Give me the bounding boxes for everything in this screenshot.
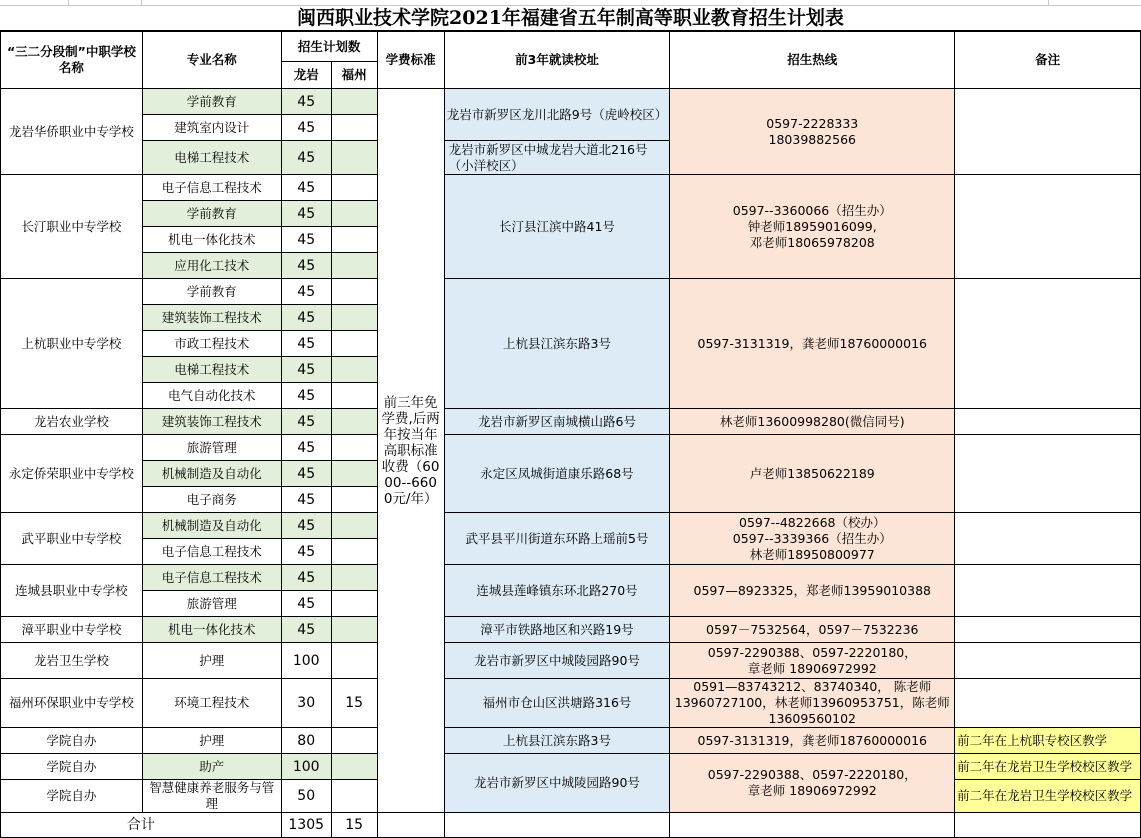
longyan-count-cell[interactable]: 45 [281,201,331,227]
header-address[interactable]: 前3年就读校址 [444,32,670,89]
hotline-cell[interactable] [670,513,955,565]
longyan-count-cell[interactable]: 45 [281,141,331,175]
longyan-count-cell[interactable]: 45 [281,513,331,539]
address-cell[interactable]: 龙岩市新罗区中城陵园路90号 [444,754,670,813]
longyan-count-cell[interactable]: 45 [281,461,331,487]
school-name-cell[interactable]: 学院自办 [1,780,143,813]
hotline-line: 章老师 18906972992 [747,660,877,676]
major-cell[interactable]: 电梯工程技术 [142,357,281,383]
fuzhou-count-cell[interactable] [331,513,377,539]
school-name-cell[interactable]: 福州环保职业中专学校 [1,679,143,728]
address-cell[interactable]: 上杭县江滨东路3号 [444,279,670,409]
tuition-cell[interactable]: 前三年免学费,后两年按当年高职标准收费（6000--6600元/年） [377,89,444,813]
fuzhou-count-cell[interactable] [331,539,377,565]
major-cell[interactable]: 电梯工程技术 [142,141,281,175]
hotline-cell[interactable] [670,565,955,617]
table-row [1,409,1141,435]
hotline-cell[interactable] [670,175,955,279]
note-cell[interactable] [955,409,1141,435]
longyan-count-cell[interactable]: 45 [281,279,331,305]
school-name-cell[interactable]: 漳平职业中专学校 [1,617,143,643]
fuzhou-count-cell[interactable] [331,409,377,435]
fuzhou-count-cell[interactable] [331,141,377,175]
fuzhou-count-cell[interactable] [331,643,377,679]
hotline-cell[interactable] [670,754,955,813]
school-name-cell[interactable]: 上杭职业中专学校 [1,279,143,409]
hotline-line: 13960727100，林老师13960953751，陈老师 [674,695,950,710]
fuzhou-count-cell[interactable] [331,227,377,253]
total-fuzhou-cell[interactable]: 15 [331,813,377,838]
hotline-line: 0597-2290388、0597-2220180， [707,644,917,660]
major-cell[interactable]: 学前教育 [142,89,281,115]
major-cell[interactable]: 机电一体化技术 [142,617,281,643]
school-name-cell[interactable]: 龙岩农业学校 [1,409,143,435]
header-tuition[interactable]: 学费标准 [377,32,444,89]
fuzhou-count-cell[interactable] [331,754,377,780]
table-row [1,175,1141,201]
note-cell[interactable] [955,617,1141,643]
hotline-cell[interactable] [670,435,955,513]
note-cell[interactable] [955,643,1141,679]
hotline-line: 0597—8923325，郑老师13959010388 [693,582,931,598]
major-cell[interactable]: 市政工程技术 [142,331,281,357]
fuzhou-count-cell[interactable]: 15 [331,679,377,728]
hotline-line: 林老师18950800977 [749,546,875,562]
note-cell[interactable] [955,565,1141,617]
note-cell[interactable]: 前二年在龙岩卫生学校校区教学 [955,754,1141,780]
longyan-count-cell[interactable]: 30 [281,679,331,728]
school-name-cell[interactable]: 武平职业中专学校 [1,513,143,565]
major-cell[interactable]: 电气自动化技术 [142,383,281,409]
hotline-line: 0597-3131319，龚老师18760000016 [697,732,927,748]
fuzhou-count-cell[interactable] [331,253,377,279]
note-cell[interactable] [955,175,1141,279]
address-cell[interactable]: 福州市仓山区洪塘路316号 [444,679,670,728]
hotline-line: 0597-3131319，龚老师18760000016 [697,335,927,351]
total-longyan-cell[interactable]: 1305 [281,813,331,838]
hotline-cell[interactable] [670,643,955,679]
fuzhou-count-cell[interactable] [331,591,377,617]
hotline-line: 卢老师13850622189 [749,465,875,481]
hotline-cell[interactable] [670,728,955,754]
table-row [1,89,1141,115]
hotline-cell[interactable] [670,679,955,728]
fuzhou-count-cell[interactable] [331,357,377,383]
fuzhou-count-cell[interactable] [331,617,377,643]
hotline-cell[interactable] [670,409,955,435]
school-name-cell[interactable]: 龙岩卫生学校 [1,643,143,679]
header-longyan[interactable]: 龙岩 [281,62,331,89]
longyan-count-cell[interactable]: 45 [281,565,331,591]
header-hotline[interactable]: 招生热线 [670,32,955,89]
major-cell[interactable]: 机电一体化技术 [142,227,281,253]
table-row [1,617,1141,643]
major-cell[interactable]: 电子信息工程技术 [142,539,281,565]
longyan-count-cell[interactable]: 45 [281,435,331,461]
longyan-count-cell[interactable]: 45 [281,175,331,201]
header-plan[interactable]: 招生计划数 [281,32,377,62]
address-cell[interactable]: 龙岩市新罗区中城龙岩大道北216号（小洋校区） [444,141,670,175]
major-cell[interactable]: 护理 [142,643,281,679]
hotline-cell[interactable] [670,279,955,409]
address-cell[interactable]: 漳平市铁路地区和兴路19号 [444,617,670,643]
school-name-cell[interactable]: 学院自办 [1,754,143,780]
fuzhou-count-cell[interactable] [331,305,377,331]
hotline-line: 0597--3360066（招生办） [732,202,892,218]
major-cell[interactable]: 电子信息工程技术 [142,565,281,591]
table-row [1,754,1141,780]
total-label-cell[interactable]: 合计 [1,813,282,838]
table-row [1,728,1141,754]
longyan-count-cell[interactable]: 45 [281,487,331,513]
header-school[interactable]: “三二分段制”中职学校名称 [1,32,143,89]
fuzhou-count-cell[interactable] [331,383,377,409]
school-name-cell[interactable]: 龙岩华侨职业中专学校 [1,89,143,175]
empty-cell[interactable] [955,813,1141,838]
longyan-count-cell[interactable]: 45 [281,331,331,357]
major-cell[interactable]: 建筑装饰工程技术 [142,305,281,331]
major-cell[interactable]: 学前教育 [142,201,281,227]
table-row [1,643,1141,679]
note-cell[interactable] [955,679,1141,728]
address-cell[interactable]: 长汀县江滨中路41号 [444,175,670,279]
longyan-count-cell[interactable]: 80 [281,728,331,754]
note-cell[interactable] [955,89,1141,175]
longyan-count-cell[interactable]: 100 [281,754,331,780]
total-row [1,813,1141,838]
enrollment-plan-table [0,31,1141,838]
sheet-title[interactable]: 闽西职业技术学院2021年福建省五年制高等职业教育招生计划表 [0,5,1141,31]
major-cell[interactable]: 旅游管理 [142,435,281,461]
fuzhou-count-cell[interactable] [331,89,377,115]
longyan-count-cell[interactable]: 45 [281,227,331,253]
major-cell[interactable]: 应用化工技术 [142,253,281,279]
address-cell[interactable]: 武平县平川街道东环路上瑶前5号 [444,513,670,565]
hotline-line: 章老师 18906972992 [747,783,877,798]
header-note[interactable]: 备注 [955,32,1141,89]
address-cell[interactable]: 龙岩市新罗区南城横山路6号 [444,409,670,435]
header-fuzhou[interactable]: 福州 [331,62,377,89]
major-cell[interactable]: 建筑装饰工程技术 [142,409,281,435]
longyan-count-cell[interactable]: 100 [281,643,331,679]
major-cell[interactable]: 电子信息工程技术 [142,175,281,201]
note-cell[interactable]: 前二年在龙岩卫生学校校区教学 [955,780,1141,813]
hotline-line: 0597--3339366（招生办） [732,530,892,546]
fuzhou-count-cell[interactable] [331,279,377,305]
hotline-line: 13609560102 [768,711,856,726]
school-name-cell[interactable]: 学院自办 [1,728,143,754]
empty-cell[interactable] [670,813,955,838]
fuzhou-count-cell[interactable] [331,201,377,227]
major-cell[interactable]: 助产 [142,754,281,780]
note-cell[interactable] [955,435,1141,513]
longyan-count-cell[interactable]: 45 [281,89,331,115]
empty-cell[interactable] [377,813,444,838]
school-name-cell[interactable]: 连城县职业中专学校 [1,565,143,617]
address-cell[interactable]: 上杭县江滨东路3号 [444,728,670,754]
hotline-line: 0597-2290388、0597-2220180， [707,767,917,782]
fuzhou-count-cell[interactable] [331,565,377,591]
major-cell[interactable]: 学前教育 [142,279,281,305]
empty-cell[interactable] [444,813,670,838]
longyan-count-cell[interactable]: 45 [281,357,331,383]
address-cell[interactable]: 龙岩市新罗区中城陵园路90号 [444,643,670,679]
major-cell[interactable]: 机械制造及自动化 [142,513,281,539]
longyan-count-cell[interactable]: 45 [281,253,331,279]
note-cell[interactable] [955,279,1141,409]
address-cell[interactable]: 龙岩市新罗区龙川北路9号（虎岭校区） [444,89,670,141]
hotline-cell[interactable] [670,617,955,643]
fuzhou-count-cell[interactable] [331,175,377,201]
table-row [1,279,1141,305]
hotline-line: 0597-2228333 [766,115,859,131]
longyan-count-cell[interactable]: 45 [281,115,331,141]
major-cell[interactable]: 建筑室内设计 [142,115,281,141]
major-cell[interactable]: 环境工程技术 [142,679,281,728]
major-cell[interactable]: 机械制造及自动化 [142,461,281,487]
note-cell[interactable]: 前二年在上杭职专校区教学 [955,728,1141,754]
address-cell[interactable]: 永定区凤城街道康乐路68号 [444,435,670,513]
hotline-line: 0597--4822668（校办） [739,514,886,530]
major-cell[interactable]: 智慧健康养老服务与管理 [142,780,281,813]
major-cell[interactable]: 护理 [142,728,281,754]
fuzhou-count-cell[interactable] [331,780,377,813]
hotline-line: 林老师13600998280(微信同号) [719,413,905,429]
hotline-line: 18039882566 [768,131,856,147]
school-name-cell[interactable]: 长汀职业中专学校 [1,175,143,279]
longyan-count-cell[interactable]: 45 [281,591,331,617]
school-name-cell[interactable]: 永定侨荣职业中专学校 [1,435,143,513]
major-cell[interactable]: 电子商务 [142,487,281,513]
hotline-cell[interactable] [670,89,955,175]
fuzhou-count-cell[interactable] [331,487,377,513]
table-row [1,679,1141,728]
major-cell[interactable]: 旅游管理 [142,591,281,617]
fuzhou-count-cell[interactable] [331,461,377,487]
hotline-line: 钟老师18959016099, [747,218,877,234]
header-major[interactable]: 专业名称 [142,32,281,89]
hotline-line: 0597－7532564，0597－7532236 [706,621,919,637]
fuzhou-count-cell[interactable] [331,331,377,357]
longyan-count-cell[interactable]: 50 [281,780,331,813]
fuzhou-count-cell[interactable] [331,435,377,461]
longyan-count-cell[interactable]: 45 [281,617,331,643]
table-row [1,435,1141,461]
table-row [1,565,1141,591]
note-cell[interactable] [955,513,1141,565]
fuzhou-count-cell[interactable] [331,728,377,754]
longyan-count-cell[interactable]: 45 [281,409,331,435]
fuzhou-count-cell[interactable] [331,115,377,141]
longyan-count-cell[interactable]: 45 [281,305,331,331]
address-cell[interactable]: 连城县莲峰镇东环北路270号 [444,565,670,617]
table-row [1,513,1141,539]
hotline-line: 邓老师18065978208 [749,234,875,250]
longyan-count-cell[interactable]: 45 [281,539,331,565]
longyan-count-cell[interactable]: 45 [281,383,331,409]
hotline-line: 0591—83743212、83740340， 陈老师 [693,679,932,694]
